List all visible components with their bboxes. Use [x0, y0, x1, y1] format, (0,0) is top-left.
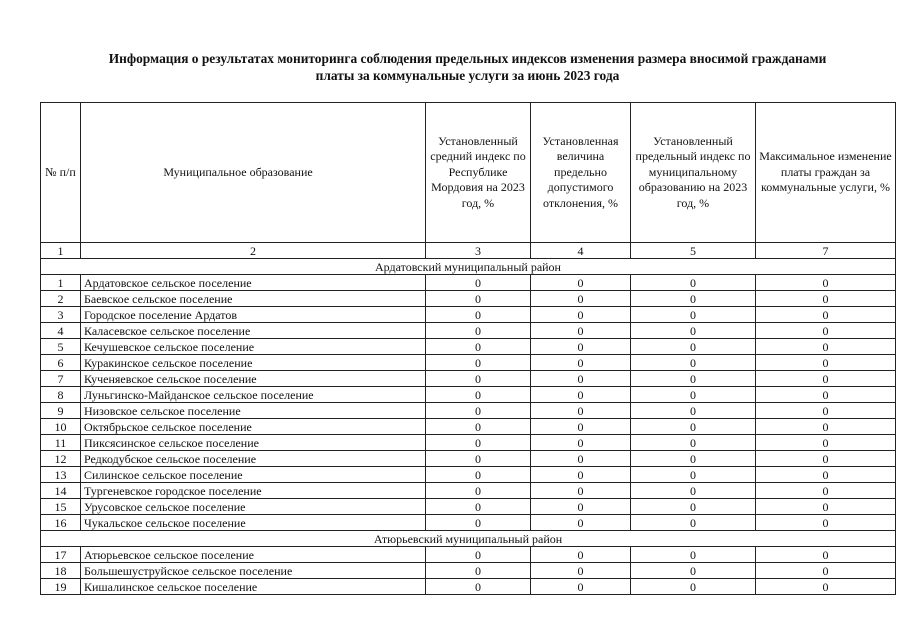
average-index-value: 0 [426, 387, 531, 403]
max-change-value: 0 [756, 307, 896, 323]
column-number-row [41, 243, 896, 259]
max-change-value: 0 [756, 387, 896, 403]
max-change-value: 0 [756, 371, 896, 387]
table-row [41, 275, 896, 291]
limit-index-value: 0 [631, 355, 756, 371]
deviation-value: 0 [531, 451, 631, 467]
column-number: 1 [41, 243, 81, 259]
max-change-value: 0 [756, 339, 896, 355]
header-cell-average-index: Установленный средний индекс по Республике Мордовия на 2023 год, % [426, 103, 531, 243]
max-change-value: 0 [756, 467, 896, 483]
max-change-value: 0 [756, 451, 896, 467]
table-row [41, 403, 896, 419]
deviation-value: 0 [531, 403, 631, 419]
max-change-value: 0 [756, 483, 896, 499]
municipality-name: Куракинское сельское поселение [81, 355, 426, 371]
municipality-name: Большешуструйское сельское поселение [81, 563, 426, 579]
municipality-name: Городское поселение Ардатов [81, 307, 426, 323]
table-row [41, 515, 896, 531]
title-line-2: платы за коммунальные услуги за июнь 2023 года [315, 68, 620, 83]
section-row [41, 531, 896, 547]
row-number: 15 [41, 499, 81, 515]
deviation-value: 0 [531, 387, 631, 403]
row-number: 9 [41, 403, 81, 419]
header-cell-max-change: Максимальное изменение платы граждан за коммунальные услуги, % [756, 103, 896, 243]
average-index-value: 0 [426, 451, 531, 467]
row-number: 4 [41, 323, 81, 339]
max-change-value: 0 [756, 403, 896, 419]
average-index-value: 0 [426, 515, 531, 531]
limit-index-value: 0 [631, 451, 756, 467]
deviation-value: 0 [531, 499, 631, 515]
monitoring-table [40, 102, 896, 595]
table-body [41, 259, 896, 595]
header-cell-limit-index: Установленный предельный индекс по муниципальному образованию на 2023 год, % [631, 103, 756, 243]
header-cell-deviation: Установленная величина предельно допустимого отклонения, % [531, 103, 631, 243]
average-index-value: 0 [426, 339, 531, 355]
table-row [41, 435, 896, 451]
average-index-value: 0 [426, 371, 531, 387]
municipality-name: Редкодубское сельское поселение [81, 451, 426, 467]
average-index-value: 0 [426, 435, 531, 451]
limit-index-value: 0 [631, 371, 756, 387]
limit-index-value: 0 [631, 339, 756, 355]
limit-index-value: 0 [631, 419, 756, 435]
average-index-value: 0 [426, 323, 531, 339]
max-change-value: 0 [756, 275, 896, 291]
deviation-value: 0 [531, 515, 631, 531]
limit-index-value: 0 [631, 403, 756, 419]
deviation-value: 0 [531, 371, 631, 387]
max-change-value: 0 [756, 435, 896, 451]
table-row [41, 579, 896, 595]
max-change-value: 0 [756, 291, 896, 307]
row-number: 14 [41, 483, 81, 499]
average-index-value: 0 [426, 547, 531, 563]
municipality-name: Кишалинское сельское поселение [81, 579, 426, 595]
row-number: 17 [41, 547, 81, 563]
limit-index-value: 0 [631, 483, 756, 499]
municipality-name: Низовское сельское поселение [81, 403, 426, 419]
header-cell-number: № п/п [41, 103, 81, 243]
limit-index-value: 0 [631, 579, 756, 595]
municipality-name: Каласевское сельское поселение [81, 323, 426, 339]
limit-index-value: 0 [631, 563, 756, 579]
max-change-value: 0 [756, 419, 896, 435]
column-number: 7 [756, 243, 896, 259]
limit-index-value: 0 [631, 291, 756, 307]
table-row [41, 387, 896, 403]
average-index-value: 0 [426, 419, 531, 435]
average-index-value: 0 [426, 275, 531, 291]
max-change-value: 0 [756, 355, 896, 371]
section-title: Ардатовский муниципальный район [41, 259, 896, 275]
deviation-value: 0 [531, 339, 631, 355]
row-number: 2 [41, 291, 81, 307]
municipality-name: Луньгинско-Майданское сельское поселение [81, 387, 426, 403]
row-number: 8 [41, 387, 81, 403]
table-row [41, 547, 896, 563]
row-number: 6 [41, 355, 81, 371]
table-row [41, 499, 896, 515]
deviation-value: 0 [531, 547, 631, 563]
limit-index-value: 0 [631, 547, 756, 563]
average-index-value: 0 [426, 579, 531, 595]
row-number: 16 [41, 515, 81, 531]
table-row [41, 355, 896, 371]
municipality-name: Атюрьевское сельское поселение [81, 547, 426, 563]
municipality-name: Октябрьское сельское поселение [81, 419, 426, 435]
limit-index-value: 0 [631, 499, 756, 515]
municipality-name: Тургеневское городское поселение [81, 483, 426, 499]
title-line-1: Информация о результатах мониторинга соблюдения предельных индексов изменения размера вносимой гражданами [108, 51, 827, 66]
row-number: 1 [41, 275, 81, 291]
municipality-name: Урусовское сельское поселение [81, 499, 426, 515]
deviation-value: 0 [531, 307, 631, 323]
section-row [41, 259, 896, 275]
average-index-value: 0 [426, 563, 531, 579]
municipality-name: Чукальское сельское поселение [81, 515, 426, 531]
deviation-value: 0 [531, 275, 631, 291]
limit-index-value: 0 [631, 467, 756, 483]
table-row [41, 323, 896, 339]
table-row [41, 339, 896, 355]
table-row [41, 291, 896, 307]
average-index-value: 0 [426, 403, 531, 419]
average-index-value: 0 [426, 467, 531, 483]
row-number: 11 [41, 435, 81, 451]
header-row [41, 103, 896, 243]
limit-index-value: 0 [631, 387, 756, 403]
row-number: 18 [41, 563, 81, 579]
row-number: 12 [41, 451, 81, 467]
limit-index-value: 0 [631, 307, 756, 323]
municipality-name: Кученяевское сельское поселение [81, 371, 426, 387]
column-number: 5 [631, 243, 756, 259]
column-number: 4 [531, 243, 631, 259]
deviation-value: 0 [531, 323, 631, 339]
row-number: 7 [41, 371, 81, 387]
deviation-value: 0 [531, 419, 631, 435]
limit-index-value: 0 [631, 323, 756, 339]
max-change-value: 0 [756, 515, 896, 531]
deviation-value: 0 [531, 467, 631, 483]
average-index-value: 0 [426, 307, 531, 323]
header-cell-municipality: Муниципальное образование [81, 103, 426, 243]
deviation-value: 0 [531, 483, 631, 499]
max-change-value: 0 [756, 547, 896, 563]
max-change-value: 0 [756, 323, 896, 339]
column-number: 2 [81, 243, 426, 259]
average-index-value: 0 [426, 499, 531, 515]
row-number: 13 [41, 467, 81, 483]
table-row [41, 563, 896, 579]
average-index-value: 0 [426, 291, 531, 307]
row-number: 19 [41, 579, 81, 595]
limit-index-value: 0 [631, 515, 756, 531]
row-number: 10 [41, 419, 81, 435]
deviation-value: 0 [531, 355, 631, 371]
max-change-value: 0 [756, 499, 896, 515]
table-row [41, 467, 896, 483]
table-row [41, 419, 896, 435]
table-row [41, 307, 896, 323]
deviation-value: 0 [531, 435, 631, 451]
municipality-name: Пиксясинское сельское поселение [81, 435, 426, 451]
limit-index-value: 0 [631, 435, 756, 451]
table-row [41, 451, 896, 467]
municipality-name: Ардатовское сельское поселение [81, 275, 426, 291]
deviation-value: 0 [531, 291, 631, 307]
average-index-value: 0 [426, 355, 531, 371]
limit-index-value: 0 [631, 275, 756, 291]
municipality-name: Кечушевское сельское поселение [81, 339, 426, 355]
max-change-value: 0 [756, 579, 896, 595]
max-change-value: 0 [756, 563, 896, 579]
row-number: 5 [41, 339, 81, 355]
deviation-value: 0 [531, 579, 631, 595]
deviation-value: 0 [531, 563, 631, 579]
average-index-value: 0 [426, 483, 531, 499]
column-number: 3 [426, 243, 531, 259]
municipality-name: Силинское сельское поселение [81, 467, 426, 483]
table-row [41, 483, 896, 499]
section-title: Атюрьевский муниципальный район [41, 531, 896, 547]
table-row [41, 371, 896, 387]
row-number: 3 [41, 307, 81, 323]
municipality-name: Баевское сельское поселение [81, 291, 426, 307]
document-title [40, 50, 895, 84]
